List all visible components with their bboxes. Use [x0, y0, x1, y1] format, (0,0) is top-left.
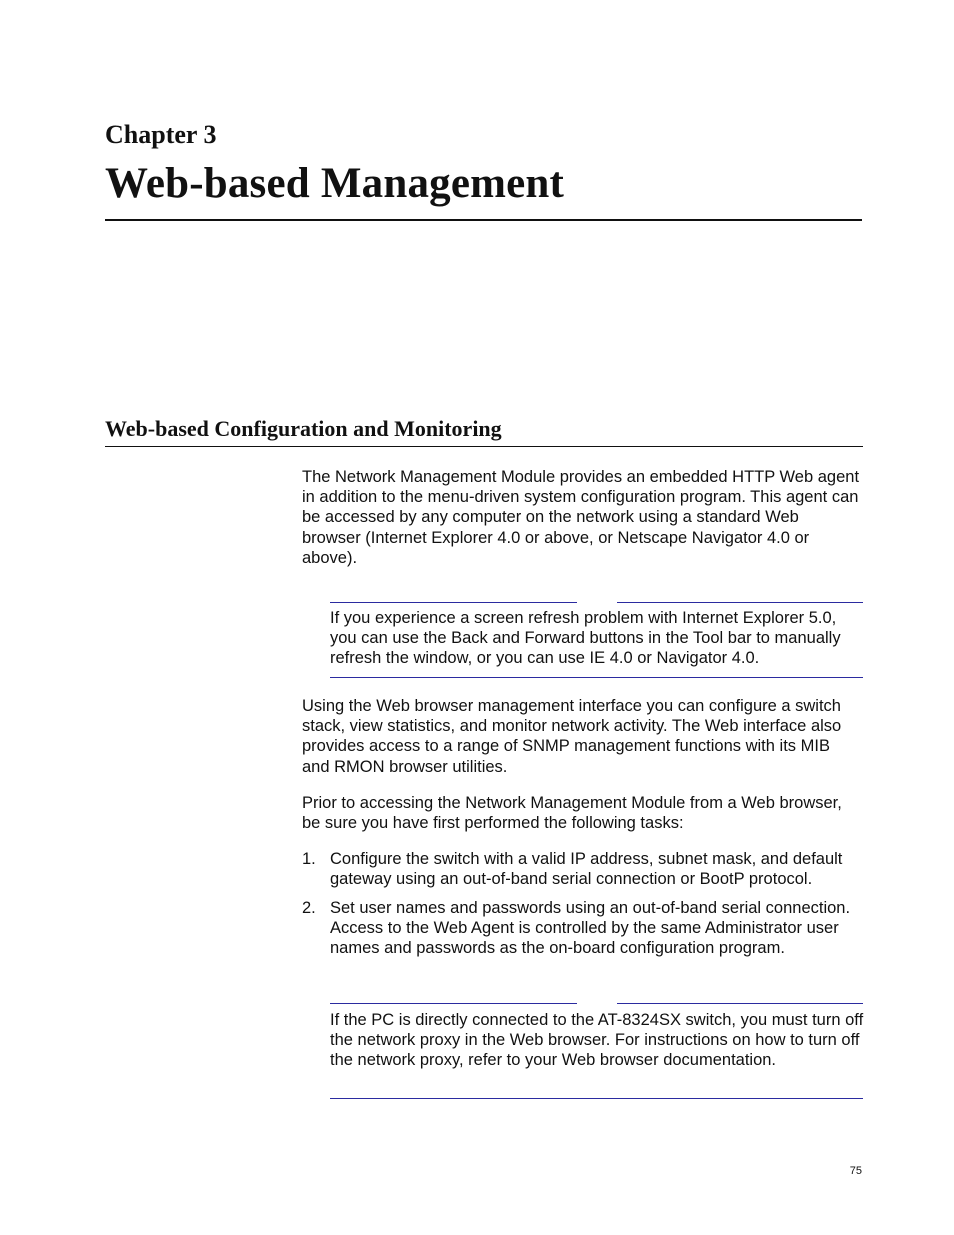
- list-item-number: 2.: [302, 899, 316, 917]
- prerequisites-paragraph: Prior to accessing the Network Management Module from a Web browser, be sure you have first performed the following tasks:: [302, 794, 842, 833]
- web-interface-paragraph: Using the Web browser management interface you can configure a switch stack, view statistics, and monitor network activity. The Web interface also provides access to a range of SNMP management functions with its MIB and RMON browser utilities.: [302, 697, 842, 776]
- section-heading-rule: [105, 446, 863, 447]
- note-top-rule-right: [617, 602, 863, 603]
- note-bottom-rule: [330, 677, 863, 678]
- chapter-title: Web-based Management: [105, 160, 565, 207]
- page-number: 75: [849, 1165, 862, 1177]
- list-item-text: Configure the switch with a valid IP address, subnet mask, and default gateway using an out-of-band serial connection or BootP protocol.: [330, 850, 843, 889]
- note-top-rule-left: [330, 1003, 577, 1004]
- note-text: If you experience a screen refresh problem with Internet Explorer 5.0, you can use the Back and Forward buttons in the Tool bar to manually refresh the window, or you can use IE 4.0 or Navigator 4.0.: [330, 609, 841, 668]
- chapter-label: Chapter 3: [105, 120, 217, 149]
- note-top-rule-right: [617, 1003, 863, 1004]
- note-top-rule-left: [330, 602, 577, 603]
- list-item-text: Set user names and passwords using an out-of-band serial connection. Access to the Web Agent is controlled by the same Administrator user names and passwords as the on-board configuration program.: [330, 899, 851, 958]
- section-heading: Web-based Configuration and Monitoring: [105, 416, 502, 441]
- note-text: If the PC is directly connected to the AT-8324SX switch, you must turn off the network proxy in the Web browser. For instructions on how to turn off the network proxy, refer to your Web browser documentation.: [330, 1011, 864, 1070]
- chapter-title-rule: [105, 219, 862, 221]
- list-item-number: 1.: [302, 850, 316, 868]
- note-bottom-rule: [330, 1098, 863, 1099]
- intro-paragraph: The Network Management Module provides an embedded HTTP Web agent in addition to the menu-driven system configuration program. This agent can be accessed by any computer on the network using a standard Web browser (Internet Explorer 4.0 or above, or Netscape Navigator 4.0 or above).: [302, 468, 860, 567]
